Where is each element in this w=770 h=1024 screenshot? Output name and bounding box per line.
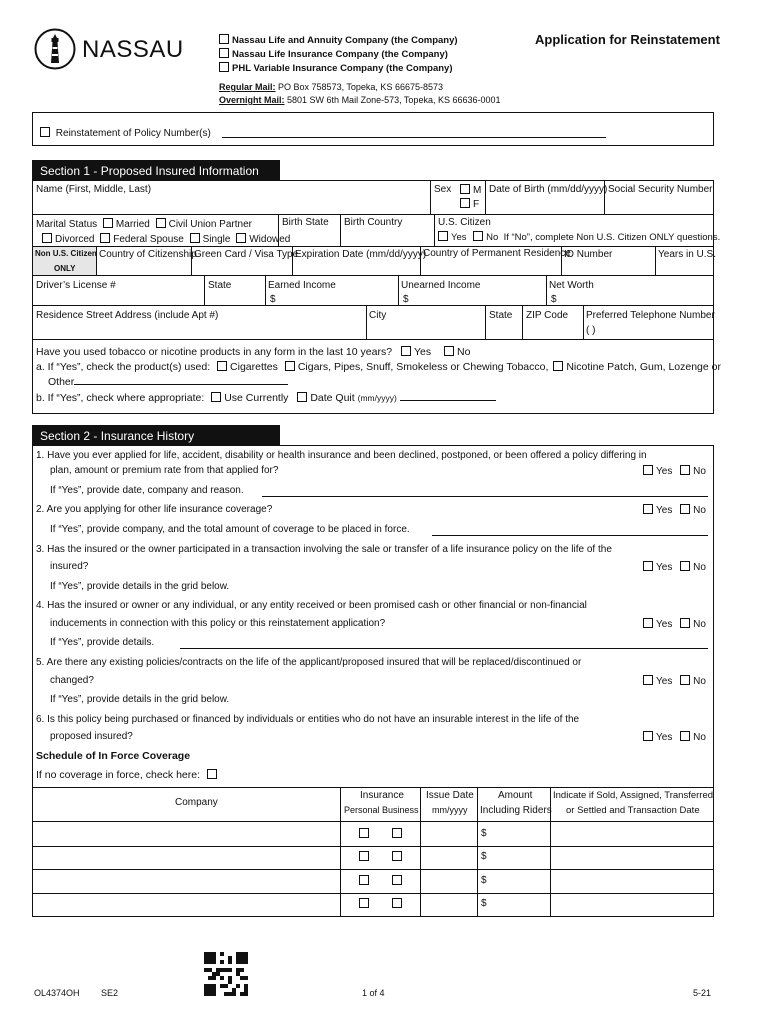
q6-line2: proposed insured? <box>50 731 133 742</box>
schedule-title: Schedule of In Force Coverage <box>36 750 191 762</box>
col-issue-fmt: mm/yyyy <box>432 805 468 815</box>
q3-no-checkbox[interactable] <box>680 561 690 571</box>
row3-personal-checkbox[interactable] <box>359 875 369 885</box>
single-checkbox[interactable] <box>190 233 200 243</box>
tobacco-no-checkbox[interactable] <box>444 346 454 356</box>
q1-details-line[interactable] <box>262 496 708 497</box>
company-option-3[interactable]: PHL Variable Insurance Company (the Company) <box>219 62 453 74</box>
q2-details-line[interactable] <box>432 535 708 536</box>
q2-answer: Yes No <box>643 504 706 516</box>
country-residence-label: Country of Permanent Residence <box>423 248 571 259</box>
row4-personal-checkbox[interactable] <box>359 898 369 908</box>
q6-line1: 6. Is this policy being purchased or financed by individuals or entities who do not have an insurable interest in the life of the <box>36 714 580 725</box>
id-number-label: ID Number <box>564 249 613 260</box>
marital-status-row: Marital Status Married Civil Union Partner <box>36 219 252 230</box>
company-2-checkbox[interactable] <box>219 48 229 58</box>
married-checkbox[interactable] <box>103 218 113 228</box>
country-citizenship-label: Country of Citizenship <box>99 249 197 260</box>
years-us-label: Years in U.S. <box>658 249 716 260</box>
q2-yes-checkbox[interactable] <box>643 504 653 514</box>
tobacco-yes-checkbox[interactable] <box>401 346 411 356</box>
nassau-logo <box>34 27 194 71</box>
q1-no-checkbox[interactable] <box>680 465 690 475</box>
q4-answer: Yes No <box>643 618 706 630</box>
q2-details: If “Yes”, provide company, and the total amount of coverage to be placed in force. <box>50 524 410 535</box>
divorced-checkbox[interactable] <box>42 233 52 243</box>
table-row <box>359 875 405 887</box>
row4-business-checkbox[interactable] <box>392 898 402 908</box>
non-us-label: Non U.S. Citizen <box>35 249 97 258</box>
row2-amount: $ <box>481 851 487 862</box>
company-option-2[interactable]: Nassau Life Insurance Company (the Company) <box>219 48 448 60</box>
brand-name: NASSAU <box>82 36 184 63</box>
net-worth-label: Net Worth <box>549 280 594 291</box>
col-sold2: or Settled and Transaction Date <box>566 805 700 816</box>
date-quit-line[interactable] <box>400 391 496 401</box>
no-coverage-checkbox[interactable] <box>207 769 217 779</box>
col-company: Company <box>175 797 218 808</box>
other-product-line[interactable] <box>74 375 288 385</box>
row3-amount: $ <box>481 875 487 886</box>
row3-business-checkbox[interactable] <box>392 875 402 885</box>
company-3-checkbox[interactable] <box>219 62 229 72</box>
no-coverage-row: If no coverage in force, check here: <box>36 769 220 781</box>
date-quit-checkbox[interactable] <box>297 392 307 402</box>
col-personal-business: Personal Business <box>344 805 419 815</box>
q2-no-checkbox[interactable] <box>680 504 690 514</box>
cigarettes-checkbox[interactable] <box>217 361 227 371</box>
lighthouse-icon <box>34 27 76 71</box>
q3-line1: 3. Has the insured or the owner participated in a transaction involving the sale or transfer of a life insurance policy on the life of the <box>36 544 612 555</box>
marital-status-row2: Divorced Federal Spouse Single Widowed <box>42 233 290 245</box>
row1-business-checkbox[interactable] <box>392 828 402 838</box>
unearned-income-dollar: $ <box>403 294 409 305</box>
non-us-only-label: ONLY <box>54 264 76 273</box>
col-sold: Indicate if Sold, Assigned, Transferred <box>553 790 714 801</box>
us-citizen-answer: Yes No If “No”, complete Non U.S. Citizen ONLY questions. <box>438 231 720 243</box>
col-insurance: Insurance <box>360 790 404 801</box>
form-number: OL4374OH <box>34 988 80 998</box>
table-row <box>359 851 405 863</box>
q5-yes-checkbox[interactable] <box>643 675 653 685</box>
zip-label: ZIP Code <box>526 310 569 321</box>
civil-union-checkbox[interactable] <box>156 218 166 228</box>
birth-country-label: Birth Country <box>344 217 403 228</box>
license-state-label: State <box>208 280 232 291</box>
sex-f[interactable]: F <box>460 198 479 210</box>
q6-no-checkbox[interactable] <box>680 731 690 741</box>
phone-label: Preferred Telephone Number <box>586 310 715 321</box>
q1-line1: 1. Have you ever applied for life, accident, disability or health insurance and been declined, postponed, or been offered a policy differing in <box>36 450 647 461</box>
q4-line2: inducements in connection with this policy or this reinstatement application? <box>50 618 386 629</box>
phone-paren: ( ) <box>586 325 596 336</box>
reinstatement-checkbox[interactable] <box>40 127 50 137</box>
sex-m-checkbox[interactable] <box>460 184 470 194</box>
q6-answer: Yes No <box>643 731 706 743</box>
sex-label: Sex <box>434 184 452 195</box>
page-number: 1 of 4 <box>362 988 385 998</box>
section1-tab: Section 1 - Proposed Insured Information <box>32 160 280 180</box>
us-citizen-label: U.S. Citizen <box>438 217 491 228</box>
q1-answer: Yes No <box>643 465 706 477</box>
q3-answer: Yes No <box>643 561 706 573</box>
federal-spouse-checkbox[interactable] <box>100 233 110 243</box>
ssn-label: Social Security Number <box>608 184 713 195</box>
tobacco-question: Have you used tobacco or nicotine products in any form in the last 10 years? Yes No <box>36 346 471 358</box>
policy-number-line[interactable] <box>222 137 606 138</box>
tobacco-products: a. If “Yes”, check the product(s) used: Cigarettes Cigars, Pipes, Snuff, Smokeless or Chewing Tobacco, Nicotine Patch, Gum, Lozenge or <box>36 361 721 373</box>
q5-line1: 5. Are there any existing policies/contracts on the life of the applicant/proposed insured that will be replaced/discontinued or <box>36 657 582 668</box>
q1-line2: plan, amount or premium rate from that applied for? <box>50 465 279 476</box>
table-row <box>359 898 405 910</box>
company-1-checkbox[interactable] <box>219 34 229 44</box>
row4-amount: $ <box>481 898 487 909</box>
section2-tab: Section 2 - Insurance History <box>32 425 280 445</box>
green-card-label: Green Card / Visa Type <box>194 249 299 260</box>
net-worth-dollar: $ <box>551 294 557 305</box>
row1-amount: $ <box>481 828 487 839</box>
q3-details: If “Yes”, provide details in the grid below. <box>50 581 230 592</box>
city-label: City <box>369 310 387 321</box>
reinstatement-row[interactable]: Reinstatement of Policy Number(s) <box>40 127 211 139</box>
q4-no-checkbox[interactable] <box>680 618 690 628</box>
unearned-income-label: Unearned Income <box>401 280 481 291</box>
address-state-label: State <box>489 310 513 321</box>
row2-personal-checkbox[interactable] <box>359 851 369 861</box>
company-option-1[interactable]: Nassau Life and Annuity Company (the Company) <box>219 34 458 46</box>
col-issue-date: Issue Date <box>426 790 474 801</box>
q3-yes-checkbox[interactable] <box>643 561 653 571</box>
regular-mail: Regular Mail: PO Box 758573, Topeka, KS 66675-8573 <box>219 82 443 92</box>
us-citizen-yes-checkbox[interactable] <box>438 231 448 241</box>
overnight-mail: Overnight Mail: 5801 SW 6th Mail Zone-573, Topeka, KS 66636-0001 <box>219 95 501 105</box>
q4-details-line[interactable] <box>180 648 708 649</box>
earned-income-dollar: $ <box>270 294 276 305</box>
use-currently-checkbox[interactable] <box>211 392 221 402</box>
name-label: Name (First, Middle, Last) <box>36 184 152 195</box>
residence-address-label: Residence Street Address (include Apt #) <box>36 310 219 321</box>
earned-income-label: Earned Income <box>268 280 336 291</box>
nicotine-patch-checkbox[interactable] <box>553 361 563 371</box>
tobacco-use: b. If “Yes”, check where appropriate: Use Currently Date Quit (mm/yyyy) <box>36 391 496 404</box>
birth-state-label: Birth State <box>282 217 329 228</box>
sex-f-checkbox[interactable] <box>460 198 470 208</box>
q1-details: If “Yes”, provide date, company and reason. <box>50 485 244 496</box>
q1-yes-checkbox[interactable] <box>643 465 653 475</box>
q2-line1: 2. Are you applying for other life insurance coverage? <box>36 504 273 515</box>
dob-label: Date of Birth (mm/dd/yyyy) <box>489 184 608 195</box>
q5-details: If “Yes”, provide details in the grid below. <box>50 694 230 705</box>
form-title: Application for Reinstatement <box>535 32 720 47</box>
drivers-license-label: Driver’s License # <box>36 280 116 291</box>
q4-yes-checkbox[interactable] <box>643 618 653 628</box>
q6-yes-checkbox[interactable] <box>643 731 653 741</box>
q3-line2: insured? <box>50 561 89 572</box>
table-row <box>359 828 405 840</box>
q4-line1: 4. Has the insured or owner or any individual, or any entity received or been promised cash or other financial or non-financial <box>36 600 587 611</box>
form-date: 5-21 <box>693 988 712 998</box>
qr-code <box>204 952 248 996</box>
q5-line2: changed? <box>50 675 94 686</box>
q4-details: If “Yes”, provide details. <box>50 637 155 648</box>
col-amount2: Including Riders <box>480 805 552 816</box>
q5-no-checkbox[interactable] <box>680 675 690 685</box>
col-amount: Amount <box>498 790 533 801</box>
us-citizen-no-checkbox[interactable] <box>473 231 483 241</box>
other-product: Other <box>48 375 288 388</box>
sex-m[interactable]: M <box>460 184 481 196</box>
cigars-checkbox[interactable] <box>285 361 295 371</box>
expiration-label: Expiration Date (mm/dd/yyyy) <box>295 249 427 260</box>
widowed-checkbox[interactable] <box>236 233 246 243</box>
q5-answer: Yes No <box>643 675 706 687</box>
form-state: SE2 <box>101 988 119 998</box>
row2-business-checkbox[interactable] <box>392 851 402 861</box>
row1-personal-checkbox[interactable] <box>359 828 369 838</box>
